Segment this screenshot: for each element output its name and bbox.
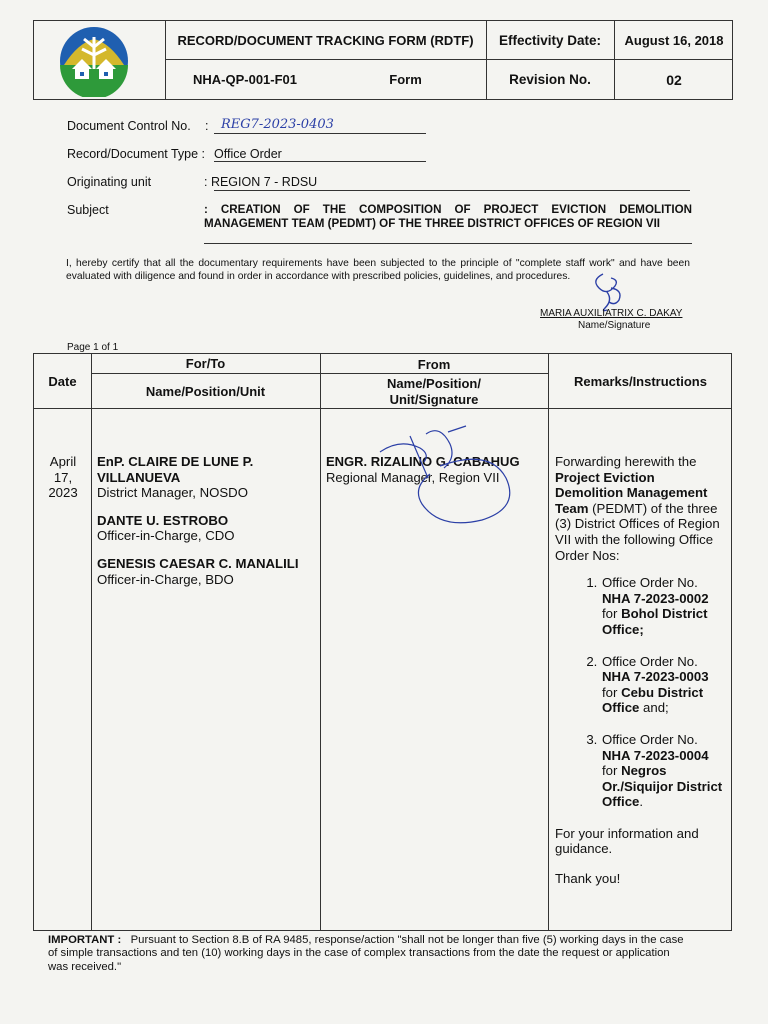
list-item (601, 654, 723, 716)
header-remarks: Remarks/Instructions (574, 374, 707, 389)
recipient-position: Officer-in-Charge, CDO (97, 528, 235, 544)
nha-logo-icon (58, 25, 130, 97)
remarks-thanks: Thank you! (555, 871, 621, 887)
recipient-name: EnP. CLAIRE DE LUNE P. VILLANUEVA (97, 454, 254, 485)
order-text: for (602, 606, 622, 622)
header-from-sub: Name/Position/ Unit/Signature (387, 376, 481, 407)
remarks-intro (555, 454, 723, 563)
doc-type-label: Record/Document Type : (67, 147, 206, 161)
order-no: NHA 7-2023-0003 (602, 669, 709, 685)
effectivity-label: Effectivity Date: (498, 32, 602, 48)
from-position: Regional Manager, Region VII (326, 469, 500, 485)
cabahug-signature (370, 418, 530, 530)
remarks-cell (555, 454, 723, 887)
remarks-closing: For your information and guidance. (555, 825, 699, 857)
doc-type-value: Office Order (214, 147, 282, 161)
signatory-name: MARIA AUXILIATRIX C. DAKAY (540, 308, 683, 319)
order-office: Bohol District Office; (602, 606, 708, 637)
order-office: Cebu District Office (602, 684, 704, 716)
underline (214, 190, 690, 191)
signatory-caption: Name/Signature (578, 320, 651, 331)
underline (214, 133, 426, 134)
header-from: From (417, 357, 451, 372)
order-office: Negros Or./Siquijor District Office (602, 763, 723, 810)
recipient-name: DANTE U. ESTROBO (97, 512, 229, 528)
form-code: NHA-QP-001-F01 (192, 72, 298, 87)
nha-logo (58, 25, 130, 97)
order-text: . (639, 794, 644, 810)
table-divider (91, 354, 92, 930)
revision-no: 02 (666, 71, 682, 88)
underline (214, 161, 426, 162)
recipients-cell (97, 454, 312, 599)
important-text: Pursuant to Section 8.B of RA 9485, response/action "shall not be longer than five (5) working days in the case of simple transactions and ten (10) working days in the case of complex transactions from the date the request or application was received." (48, 934, 684, 973)
order-text: for (602, 763, 622, 779)
header-for-to: For/To (185, 356, 226, 371)
row-date: April 17, 2023 (48, 454, 78, 501)
effectivity-date: August 16, 2018 (624, 32, 724, 48)
table-divider (91, 373, 548, 374)
routing-table (33, 353, 732, 931)
important-label: IMPORTANT : (48, 934, 122, 946)
signature-icon (370, 418, 530, 530)
certification-text: I, hereby certify that all the documentary requirements have been subjected to the principle of "complete staff work" and have been evaluated with diligence and found in order in accordance with prescribed policies, guidelines, and procedures. (66, 258, 690, 282)
remarks-text: (PEDMT) of the three (3) District Offices of Region VII with the following Office Order Nos: (555, 500, 720, 563)
subject-value: : CREATION OF THE COMPOSITION OF PROJECT EVICTION DEMOLITION MANAGEMENT TEAM (PEDMT) OF THE THREE DISTRICT OFFICES OF REGION VII (204, 203, 692, 230)
orig-unit-label: Originating unit (67, 175, 152, 189)
colon: : (205, 119, 209, 133)
header-date: Date (48, 374, 77, 389)
form-header (33, 20, 733, 100)
form-type: Form (389, 72, 422, 87)
table-divider (34, 408, 731, 409)
remarks-team: Project Eviction Demolition Management Team (555, 469, 708, 516)
order-text: and; (639, 700, 669, 716)
remarks-text: Forwarding herewith the (555, 454, 697, 469)
recipient-name: GENESIS CAESAR C. MANALILI (97, 555, 299, 571)
page-label: Page 1 of 1 (67, 342, 119, 353)
revision-label: Revision No. (509, 72, 591, 87)
orig-unit-value: : REGION 7 - RDSU (204, 175, 318, 189)
list-item (601, 575, 723, 637)
table-divider (320, 354, 321, 930)
control-no-label: Document Control No. (67, 119, 191, 133)
control-no-value: REG7-2023-0403 (221, 117, 334, 132)
order-no: NHA 7-2023-0002 (602, 590, 709, 606)
order-list (555, 575, 723, 810)
order-text: for (602, 684, 622, 700)
order-text: Office Order No. (602, 731, 698, 747)
from-name: ENGR. RIZALINO G. CABAHUG (326, 454, 520, 469)
order-text: Office Order No. (602, 653, 698, 669)
form-title: RECORD/DOCUMENT TRACKING FORM (RDTF) (177, 32, 474, 48)
header-for-to-sub: Name/Position/Unit (145, 384, 266, 399)
order-text: Office Order No. (602, 575, 698, 591)
important-note (48, 934, 688, 974)
recipient-position: District Manager, NOSDO (97, 485, 248, 501)
recipient-position: Officer-in-Charge, BDO (97, 571, 234, 587)
table-divider (548, 354, 549, 930)
list-item (601, 732, 723, 810)
underline (204, 243, 692, 244)
subject-label: Subject (67, 203, 109, 217)
order-no: NHA 7-2023-0004 (602, 747, 709, 763)
